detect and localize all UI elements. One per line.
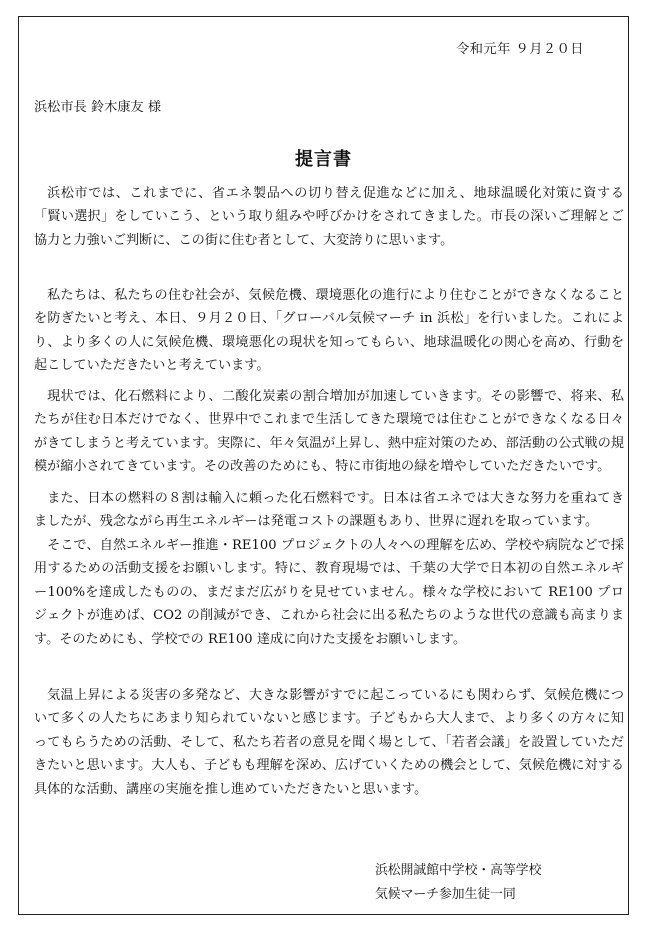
paragraph-3: 現状では、化石燃料により、二酸化炭素の割合増加が加速していきます。その影響で、将来、私たちが住む日本だけでなく、世界中でこれまで生活してきた環境では住むことができなくなる日々がきてしまうと考えています。実際に、年々気温が上昇し、熱中症対策のため、部活動の公式戦の規模が縮小されてきています。その改善のためにも、特に市街地の緑を増やしていただきたいです。 [34, 389, 624, 475]
document-title: 提言書 [295, 149, 352, 170]
signature-group: 気候マーチ参加生徒一同 [375, 887, 516, 902]
paragraph-1: 浜松市では、これまでに、省エネ製品への切り替え促進などに加え、地球温暖化対策に資する「賢い選択」をしていこう、という取り組みや呼びかけをされてきました。市長の深いご理解とご協力と力強いご判断に、この街に住む者として、大変誇りに思います。 [34, 186, 624, 248]
document-date: 令和元年 ９月２０日 [456, 42, 584, 57]
paragraph-4: また、日本の燃料の８割は輸入に頼った化石燃料です。日本は省エネでは大きな努力を重ねてきましたが、残念ながら再生エネルギーは発電コストの課題もあり、世界に遅れを取っています。 [34, 491, 624, 530]
paragraph-2: 私たちは、私たちの住む社会が、気候危機、環境悪化の進行により住むことができなくなることを防ぎたいと考え、本日、９月２０日、「グローバル気候マーチ in 浜松」を行いました。これにより、より多くの人に気候危機、環境悪化の現状を知ってもらい、地球温暖化の関心を高め、行動を起こしていただきたいと考えています。 [34, 288, 624, 374]
signature-school: 浜松開誠館中学校・高等学校 [375, 863, 542, 878]
addressee: 浜松市長 鈴木康友 様 [34, 100, 162, 115]
paragraph-6: 気温上昇による災害の多発など、大きな影響がすでに起こっているにも関わらず、気候危機について多くの人たちにあまり知られていないと感じます。子どもから大人まで、より多くの方々に知ってもらうための活動、そして、私たち若者の意見を聞く場として、「若者会議」を設置していただきたいと思います。大人も、子どもも理解を深め、広げていくための機会として、気候危機に対する具体的な活動、講座の実施を推し進めていただきたいと思います。 [34, 688, 624, 797]
document-page [18, 16, 629, 915]
paragraph-5: そこで、自然エネルギー推進・RE100 プロジェクトの人々への理解を広め、学校や病院などで採用するための活動支援をお願いします。特に、教育現場では、千葉の大学で日本初の自然エネルギー100%を達成したものの、まだまだ広がりを見せていません。様々な学校において RE100 プロジェクトが進めば、CO2 の削減ができ、これから社会に出る私たちのような世代の意識も高まります。そのためにも、学校での RE100 達成に向けた支援をお願いします。 [34, 538, 624, 647]
